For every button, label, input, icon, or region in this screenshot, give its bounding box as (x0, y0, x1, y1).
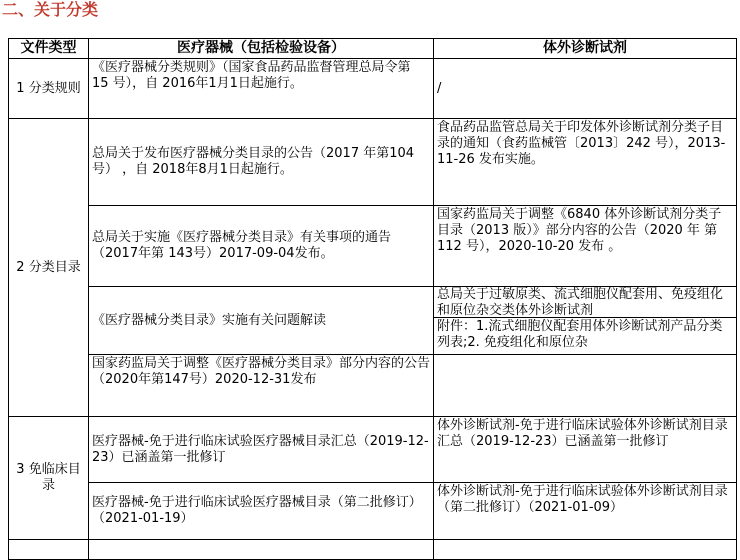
row-type-label: 3 免临床目录 (9, 417, 89, 540)
ivd-cell: 体外诊断试剂-免于进行临床试验体外诊断试剂目录汇总（2019-12-23）已涵盖第一批修订 (434, 417, 737, 483)
device-cell: 总局关于发布医疗器械分类目录的公告（2017 年第104号） ，自 2018年8月1日起施行。 (89, 119, 434, 206)
device-cell: 总局关于实施《医疗器械分类目录》有关事项的通告（2017年第 143号）2017-09-04发布。 (89, 206, 434, 287)
table-row (9, 483, 737, 540)
ivd-notice-text: 总局关于过敏原类、流式细胞仪配套用、免疫组化和原位杂交类体外诊断试剂 (434, 287, 736, 318)
device-cell: 国家药监局关于调整《医疗器械分类目录》部分内容的公告（2020年第147号）2020-12-31发布 (89, 355, 434, 417)
row-type-label: 1 分类规则 (9, 59, 89, 119)
section-heading: 二、关于分类 (2, 0, 99, 19)
device-cell: 《医疗器械分类目录》实施有关问题解读 (89, 287, 434, 355)
ivd-cell (434, 355, 737, 417)
row-type-label: 2 分类目录 (9, 119, 89, 417)
empty-cell (434, 540, 737, 560)
header-file-type: 文件类型 (9, 39, 89, 59)
table-row (9, 119, 737, 206)
table-row (9, 206, 737, 287)
table-header-row (9, 39, 737, 59)
header-ivd-reagent: 体外诊断试剂 (434, 39, 737, 59)
table-row (9, 540, 737, 560)
ivd-cell: / (434, 59, 737, 119)
table-row (9, 355, 737, 417)
ivd-cell: 食品药品监管总局关于印发体外诊断试剂分类子目录的通知（食药监械管〔2013〕242 号），2013-11-26 发布实施。 (434, 119, 737, 206)
device-cell: 《医疗器械分类规则》（国家食品药品监督管理总局令第 15 号），自 2016年1月1日起施行。 (89, 59, 434, 119)
empty-cell (89, 540, 434, 560)
ivd-cell: 体外诊断试剂-免于进行临床试验体外诊断试剂目录（第二批修订）（2021-01-09） (434, 483, 737, 540)
table-row (9, 59, 737, 119)
device-cell: 医疗器械-免于进行临床试验医疗器械目录（第二批修订）（2021-01-19） (89, 483, 434, 540)
ivd-cell: 国家药监局关于调整《6840 体外诊断试剂分类子目录（2013 版）》部分内容的公告（2020 年 第112 号），2020-10-20 发布 。 (434, 206, 737, 287)
ivd-attachment-text: 附件：1.流式细胞仪配套用体外诊断试剂产品分类列表;2. 免疫组化和原位杂 (437, 319, 723, 350)
classification-table (8, 38, 737, 560)
header-medical-device: 医疗器械（包括检验设备） (89, 39, 434, 59)
table-row (9, 287, 737, 355)
ivd-cell (434, 287, 737, 355)
empty-cell (9, 540, 89, 560)
device-cell: 医疗器械-免于进行临床试验医疗器械目录汇总（2019-12-23）已涵盖第一批修订 (89, 417, 434, 483)
table-row (9, 417, 737, 483)
